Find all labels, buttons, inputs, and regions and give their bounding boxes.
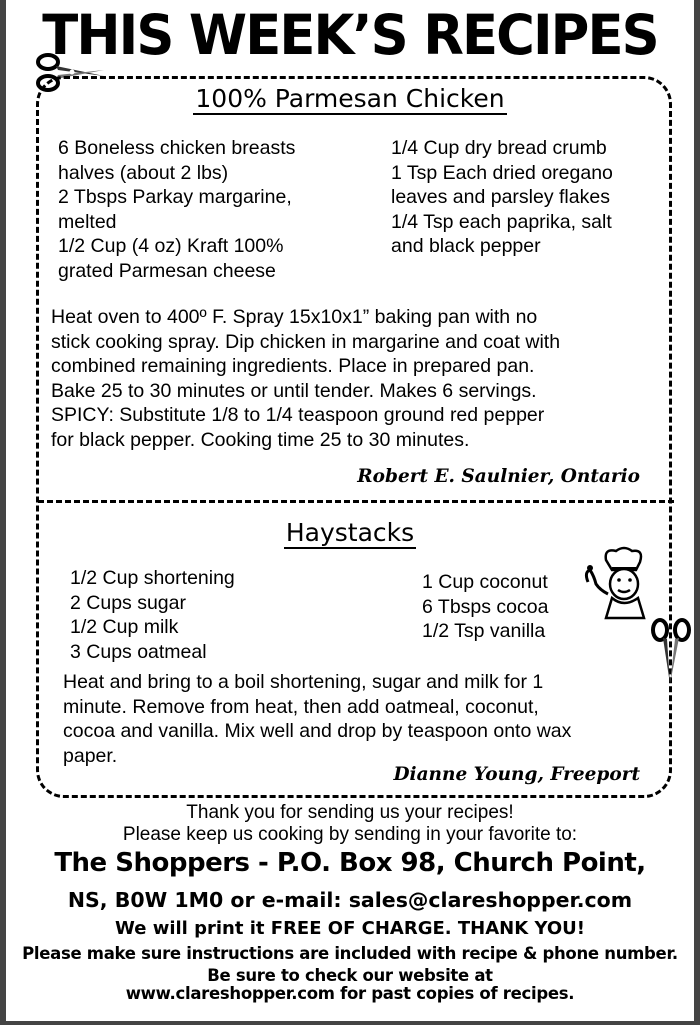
- ingredient-line: melted: [58, 210, 117, 233]
- ingredient-line: 1 Tsp Each dried oregano: [391, 161, 613, 184]
- ingredient-line: grated Parmesan cheese: [58, 259, 276, 282]
- ingredient-line: 2 Tbsps Parkay margarine,: [58, 186, 292, 208]
- instruction-line: paper.: [63, 744, 118, 767]
- footer-email: NS, B0W 1M0 or e-mail: sales@clareshopper.com: [67, 888, 633, 912]
- instruction-line: SPICY: Substitute 1/8 to 1/4 teaspoon ground red pepper: [51, 404, 545, 426]
- footer-website-url: www.clareshopper.com for past copies of recipes.: [125, 984, 575, 1003]
- ingredient-line: 6 Tbsps cocoa: [422, 595, 549, 618]
- recipe-title: 100% Parmesan Chicken: [195, 84, 505, 113]
- footer-instructions-note: Please make sure instructions are included with recipe & phone number.: [22, 944, 678, 963]
- ingredients-right: [391, 136, 613, 259]
- instruction-line: stick cooking spray. Dip chicken in margarine and coat with: [51, 330, 561, 353]
- chef-icon: [580, 546, 656, 620]
- instruction-line: Heat oven to 400º F. Spray 15x10x1” baking pan with no: [51, 306, 538, 328]
- ingredient-line: halves (about 2 lbs): [58, 161, 229, 184]
- ingredient-line: 1/4 Tsp each paprika, salt: [391, 210, 612, 233]
- instruction-line: cocoa and vanilla. Mix well and drop by teaspoon onto wax: [63, 720, 572, 742]
- ingredient-line: 1/2 Cup (4 oz) Kraft 100%: [58, 235, 284, 257]
- instruction-line: for black pepper. Cooking time 25 to 30 minutes.: [51, 428, 470, 451]
- ingredients-left: [58, 136, 295, 283]
- instruction-line: Bake 25 to 30 minutes or until tender. Makes 6 servings.: [51, 379, 537, 402]
- instruction-line: Heat and bring to a boil shortening, sugar and milk for 1: [63, 671, 544, 693]
- instructions: [63, 670, 571, 768]
- ingredient-line: 2 Cups sugar: [70, 591, 186, 614]
- footer-website-note: Be sure to check our website at: [207, 966, 493, 985]
- recipe-credit: Dianne Young, Freeport: [393, 764, 640, 785]
- recipe-divider: [38, 500, 674, 503]
- ingredients-right: [422, 570, 548, 644]
- ingredient-line: 1/4 Cup dry bread crumb: [391, 137, 607, 159]
- ingredient-line: 3 Cups oatmeal: [70, 640, 207, 663]
- ingredient-line: 1/2 Tsp vanilla: [422, 620, 546, 642]
- ingredient-line: leaves and parsley flakes: [391, 186, 610, 208]
- ingredient-line: 1/2 Cup shortening: [70, 567, 235, 589]
- instruction-line: minute. Remove from heat, then add oatmeal, coconut,: [63, 695, 539, 718]
- instruction-line: combined remaining ingredients. Place in prepared pan.: [51, 355, 535, 377]
- ingredient-line: 6 Boneless chicken breasts: [58, 137, 296, 159]
- scissors-icon: [648, 616, 694, 686]
- footer-address: The Shoppers - P.O. Box 98, Church Point,: [54, 848, 646, 878]
- ingredient-line: and black pepper: [391, 235, 541, 257]
- recipe-title: Haystacks: [285, 518, 415, 547]
- ingredients-left: [70, 566, 235, 664]
- recipe-credit: Robert E. Saulnier, Ontario: [357, 466, 640, 487]
- footer-free-notice: We will print it FREE OF CHARGE. THANK YOU!: [115, 918, 585, 939]
- ingredient-line: 1/2 Cup milk: [70, 616, 179, 638]
- footer-request: Please keep us cooking by sending in your favorite to:: [122, 824, 578, 845]
- instructions: [51, 305, 560, 452]
- footer-thanks: Thank you for sending us your recipes!: [186, 802, 514, 823]
- ingredient-line: 1 Cup coconut: [422, 571, 548, 593]
- page-title: THIS WEEK’S RECIPES: [42, 3, 658, 67]
